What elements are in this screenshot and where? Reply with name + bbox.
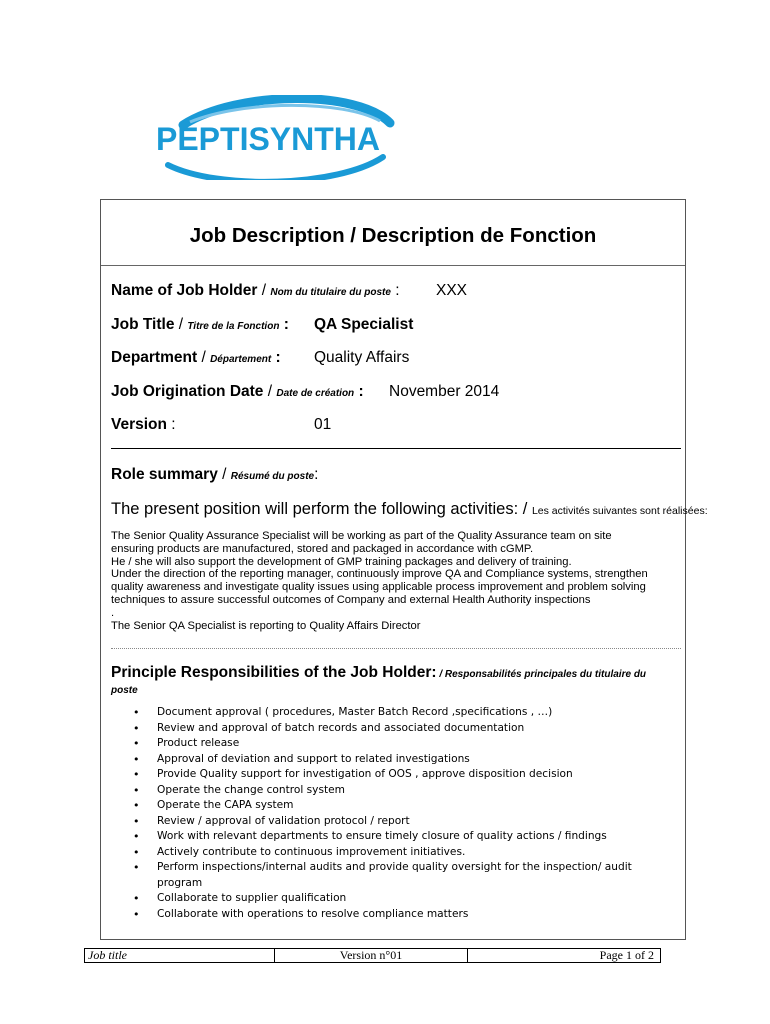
list-item: • Review and approval of batch records and associated documentation — [133, 721, 525, 735]
summary-line: He / she will also support the development of GMP training packages and delivery of training. — [111, 555, 572, 568]
summary-line: The Senior QA Specialist is reporting to Quality Affairs Director — [111, 619, 421, 632]
summary-line: Under the direction of the reporting manager, continuously improve QA and Compliance systems, strengthen — [111, 568, 648, 581]
footer-page-number: Page 1 of 2 — [599, 948, 654, 962]
list-item: • Review / approval of validation protocol / report — [133, 814, 410, 828]
summary-divider — [111, 648, 681, 649]
list-item: • Actively contribute to continuous improvement initiatives. — [133, 845, 466, 859]
field-job-origination-date: Job Origination Date / Date de création : — [111, 383, 364, 400]
job-title-value: QA Specialist — [314, 316, 414, 333]
peptisyntha-logo — [128, 95, 408, 180]
job-description-frame — [100, 199, 708, 940]
page-footer — [84, 948, 661, 963]
department-value: Quality Affairs — [314, 349, 410, 366]
summary-line: techniques to assure successful outcomes of Company and external Health Authority inspections — [111, 593, 591, 606]
title-divider — [101, 265, 685, 266]
list-item: • Product release — [133, 737, 240, 750]
list-item: • Collaborate to supplier qualification — [133, 892, 347, 905]
list-item: • Collaborate with operations to resolve compliance matters — [133, 907, 469, 921]
list-item: • Approval of deviation and support to related investigations — [133, 752, 470, 766]
field-name-of-job-holder: Name of Job Holder / Nom du titulaire du poste : — [111, 282, 400, 299]
list-item: • Provide Quality support for investigation of OOS , approve disposition decision — [133, 768, 573, 781]
summary-line: quality awareness and investigate quality issues using applicable process improvement and problem solving — [111, 581, 646, 594]
responsibilities-heading: Principle Responsibilities of the Job Holder: / Responsabilités principales du titulaire du poste — [111, 664, 647, 696]
field-job-title: Job Title / Titre de la Fonction : — [111, 316, 289, 333]
footer-job-title: Job title — [85, 949, 275, 962]
version-value: 01 — [314, 416, 332, 433]
list-item: • Document approval ( procedures, Master Batch Record ,specifications , …) — [133, 706, 553, 719]
document-title: Job Description / Description de Fonction — [189, 224, 597, 247]
svg-text:PEPTISYNTHA: PEPTISYNTHA — [155, 121, 381, 157]
list-item: • Operate the change control system — [133, 783, 345, 797]
responsibilities-list — [123, 705, 663, 922]
summary-line: ensuring products are manufactured, stored and packaged in accordance with cGMP. — [111, 542, 534, 555]
list-item: • Operate the CAPA system — [133, 799, 294, 812]
job-holder-value: XXX — [436, 282, 468, 299]
summary-line: The Senior Quality Assurance Specialist will be working as part of the Quality Assurance team on site — [111, 530, 612, 542]
summary-line: . — [111, 606, 115, 619]
list-item: • Perform inspections/internal audits and provide quality oversight for the inspection/ audit program — [133, 861, 632, 889]
list-item: • Work with relevant departments to ensure timely closure of quality actions / findings — [133, 830, 607, 843]
field-version: Version : — [111, 416, 176, 433]
footer-version: Version n°01 — [275, 949, 468, 962]
fields-divider — [111, 448, 681, 449]
present-position-statement: The present position will perform the following activities: / Les activités suivantes sont réalisées: — [111, 500, 708, 518]
field-department: Department / Département : — [111, 349, 281, 366]
origination-date-value: November 2014 — [389, 383, 500, 400]
role-summary-heading: Role summary / Résumé du poste: — [111, 466, 319, 483]
role-summary-text — [111, 530, 681, 632]
